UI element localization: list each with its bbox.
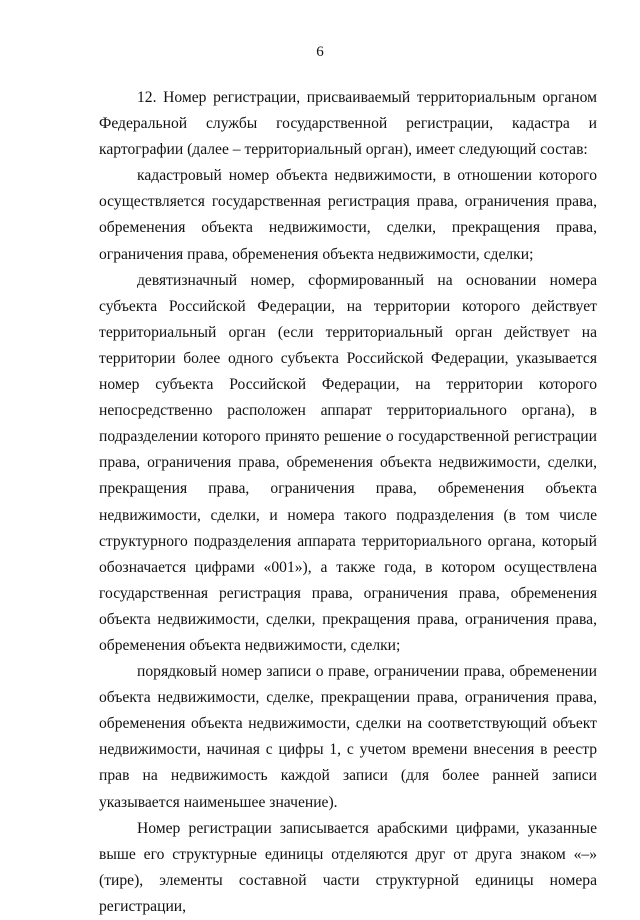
paragraph-cadastral-number: кадастровый номер объекта недвижимости, в отношении которого осуществляется государственная регистрация права, ограничения права, обременения объекта недвижимости, сделки, прекращения права, ограничения права, обременения объекта недвижимости, сделки; <box>99 167 597 263</box>
paragraph-format-rules: Номер регистрации записывается арабскими цифрами, указанные выше его структурные единицы отделяются друг от друга знаком «–» (тире), элементы составной части структурной единицы номера регистрации, <box>99 819 597 915</box>
page-number: 6 <box>316 44 324 60</box>
paragraph-sequence-number: порядковый номер записи о праве, ограничении права, обременении объекта недвижимости, сделке, прекращении права, ограничения права, обременения объекта недвижимости, сделки на соответствующий объект недвижимости, начиная с цифры 1, с учетом времени внесения в реестр прав на недвижимость каждой записи (для более ранней записи указывается наименьшее значение). <box>99 663 597 811</box>
document-body <box>99 85 597 920</box>
paragraph-registration-number: 12. Номер регистрации, присваиваемый территориальным органом Федеральной службы государственной регистрации, кадастра и картографии (далее – территориальный орган), имеет следующий состав: <box>99 89 597 159</box>
paragraph-nine-digit-number: девятизначный номер, сформированный на основании номера субъекта Российской Федерации, на территории которого действует территориальный орган (если территориальный орган действует на территории более одного субъекта Российской Федерации, указывается номер субъекта Российской Федерации, на территории которого непосредственно расположен аппарат территориального органа), в подразделении которого принято решение о государственной регистрации права, ограничения права, обременения объекта недвижимости, сделки, прекращения права, ограничения права, обременения объекта недвижимости, сделки, и номера такого подразделения (в том числе структурного подразделения аппарата территориального органа, который обозначается цифрами «001»), а также года, в котором осуществлена государственная регистрация права, ограничения права, обременения объекта недвижимости, сделки, прекращения права, ограничения права, обременения объекта недвижимости, сделки; <box>99 271 597 654</box>
